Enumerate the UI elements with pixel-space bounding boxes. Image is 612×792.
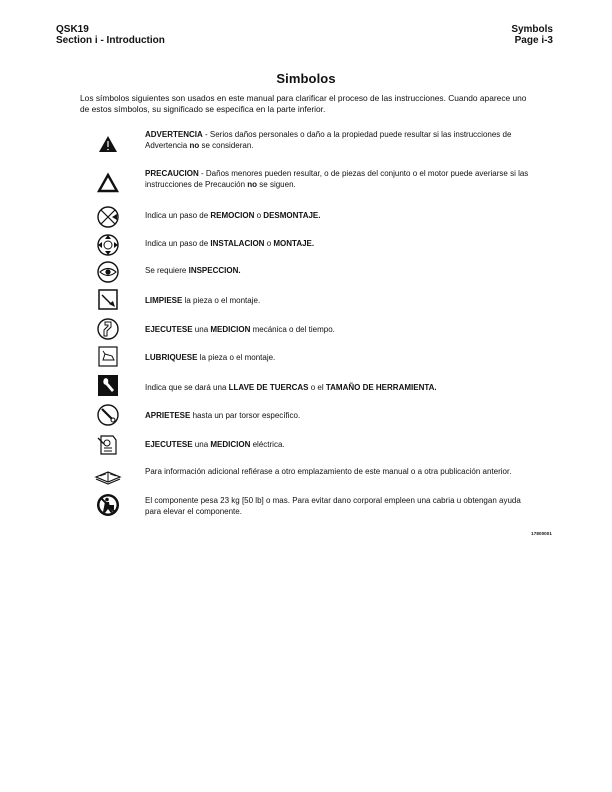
cleaning-icon [92, 287, 124, 313]
heavy-lift-icon [92, 492, 124, 518]
symbol-text: APRIETESE hasta un par torsor específico. [145, 411, 301, 420]
symbol-text: EJECUTESE una MEDICION mecánica o del tiempo. [145, 325, 335, 334]
reference-book-icon [92, 463, 124, 489]
header-right-title: Symbols [511, 24, 553, 35]
header-right [511, 24, 553, 46]
installation-icon [92, 232, 124, 258]
removal-icon [92, 204, 124, 230]
symbol-text: Se requiere INSPECCION. [145, 266, 241, 275]
symbol-text: PRECAUCION - Daños menores pueden resultar, o de piezas del conjunto o el motor puede averiarse si las instrucciones de Precaución no se siguen. [145, 169, 529, 189]
symbol-text: LIMPIESE la pieza o el montaje. [145, 296, 261, 305]
symbol-text: Indica un paso de REMOCION o DESMONTAJE. [145, 211, 321, 220]
measurement-icon [92, 316, 124, 342]
lubrication-icon [92, 344, 124, 370]
page-number: Page i-3 [514, 35, 553, 46]
electrical-measurement-icon [92, 432, 124, 458]
inspection-eye-icon [92, 259, 124, 285]
torque-icon [92, 402, 124, 428]
symbol-text: ADVERTENCIA - Serios daños personales o daño a la propiedad puede resultar si las instrucciones de Advertencia no se consideran. [145, 130, 512, 150]
symbol-text: LUBRIQUESE la pieza o el montaje. [145, 353, 276, 362]
caution-triangle-icon [92, 169, 124, 195]
symbol-text: El componente pesa 23 kg [50 lb] o mas. Para evitar dano corporal empleen una cabria u obtengan ayuda para elevar el componente. [145, 496, 521, 516]
symbol-text: Indica un paso de INSTALACION o MONTAJE. [145, 239, 315, 248]
wrench-icon [92, 373, 124, 399]
figure-code: 17800001 [531, 531, 552, 536]
page-title: Simbolos [276, 71, 336, 86]
section-name: Section i - Introduction [56, 35, 165, 46]
manual-name: QSK19 [56, 24, 89, 35]
intro-paragraph: Los símbolos siguientes son usados en este manual para clarificar el proceso de las instrucciones. Cuando aparece uno de estos símbolos, su significado se especifica en la parte inferior. [80, 93, 527, 114]
symbol-text: Indica que se dará una LLAVE DE TUERCAS o el TAMAÑO DE HERRAMIENTA. [145, 383, 437, 392]
header-left [56, 24, 165, 46]
symbol-text: EJECUTESE una MEDICION eléctrica. [145, 440, 285, 449]
symbol-text: Para información adicional refiérase a otro emplazamiento de este manual o a otra publicación anterior. [145, 467, 512, 476]
warning-triangle-icon [92, 130, 124, 156]
